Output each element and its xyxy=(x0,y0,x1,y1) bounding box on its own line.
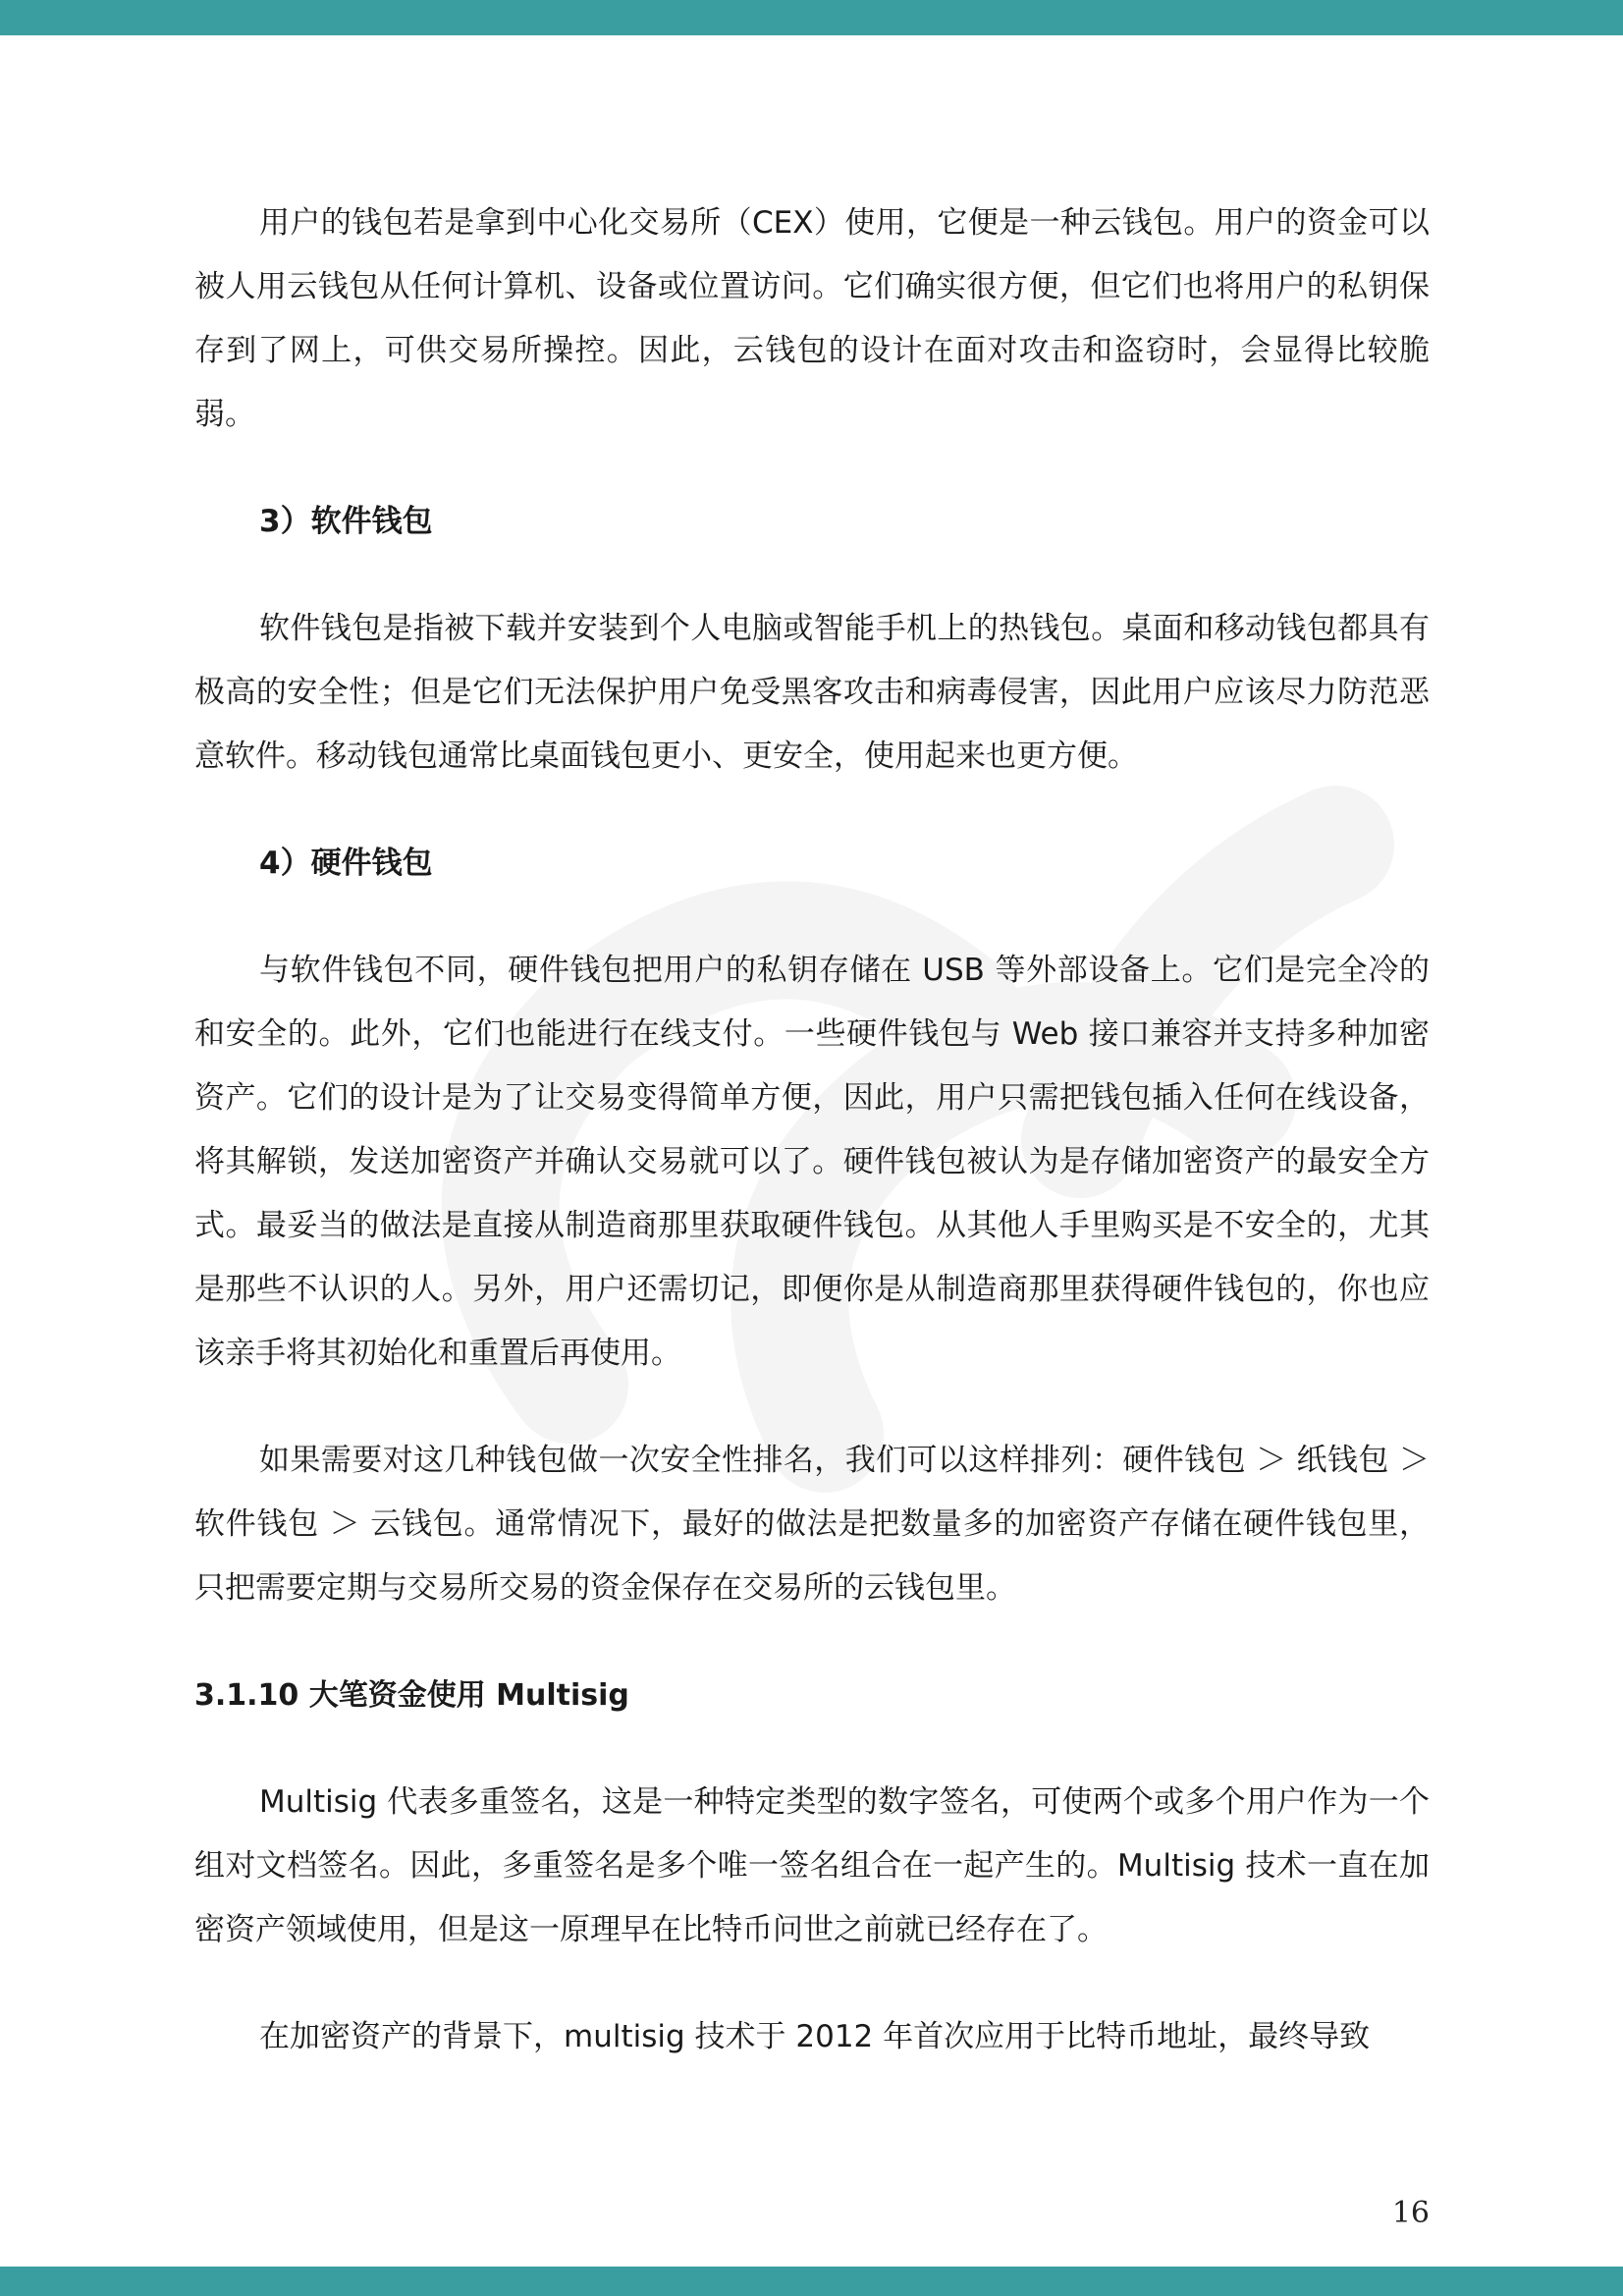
top-accent-bar xyxy=(0,0,1623,35)
bottom-accent-bar xyxy=(0,2267,1623,2296)
heading-hardware-wallet: 4）硬件钱包 xyxy=(259,846,433,881)
document-body xyxy=(194,191,1430,2069)
page-number: 16 xyxy=(1391,2196,1430,2230)
heading-software-wallet: 3）软件钱包 xyxy=(259,504,433,539)
paragraph-cloud-wallet: 用户的钱包若是拿到中心化交易所（CEX）使用，它便是一种云钱包。用户的资金可以被人用云钱包从任何计算机、设备或位置访问。它们确实很方便，但它们也将用户的私钥保存到了网上，可供交易所操控。因此，云钱包的设计在面对攻击和盗窃时，会显得比较脆弱。 xyxy=(194,205,1430,432)
section-heading-multisig: 3.1.10 大笔资金使用 Multisig xyxy=(194,1678,629,1713)
paragraph-software-wallet: 软件钱包是指被下载并安装到个人电脑或智能手机上的热钱包。桌面和移动钱包都具有极高的安全性；但是它们无法保护用户免受黑客攻击和病毒侵害，因此用户应该尽力防范恶意软件。移动钱包通常比桌面钱包更小、更安全，使用起来也更方便。 xyxy=(194,611,1430,774)
paragraph-multisig-history: 在加密资产的背景下，multisig 技术于 2012 年首次应用于比特币地址，最终导致 xyxy=(259,2019,1371,2054)
paragraph-multisig-definition: Multisig 代表多重签名，这是一种特定类型的数字签名，可使两个或多个用户作为一个组对文档签名。因此，多重签名是多个唯一签名组合在一起产生的。Multisig 技术一直在加密资产领域使用，但是这一原理早在比特币问世之前就已经存在了。 xyxy=(194,1784,1430,1947)
paragraph-hardware-wallet: 与软件钱包不同，硬件钱包把用户的私钥存储在 USB 等外部设备上。它们是完全冷的和安全的。此外，它们也能进行在线支付。一些硬件钱包与 Web 接口兼容并支持多种加密资产。它们的设计是为了让交易变得简单方便，因此，用户只需把钱包插入任何在线设备，将其解锁，发送加密资产并确认交易就可以了。硬件钱包被认为是存储加密资产的最安全方式。最妥当的做法是直接从制造商那里获取硬件钱包。从其他人手里购买是不安全的，尤其是那些不认识的人。另外，用户还需切记，即便你是从制造商那里获得硬件钱包的，你也应该亲手将其初始化和重置后再使用。 xyxy=(194,953,1430,1371)
paragraph-wallet-ranking: 如果需要对这几种钱包做一次安全性排名，我们可以这样排列：硬件钱包 ＞ 纸钱包 ＞软件钱包 ＞ 云钱包。通常情况下，最好的做法是把数量多的加密资产存储在硬件钱包里，只把需要定期与交易所交易的资金保存在交易所的云钱包里。 xyxy=(194,1443,1430,1606)
